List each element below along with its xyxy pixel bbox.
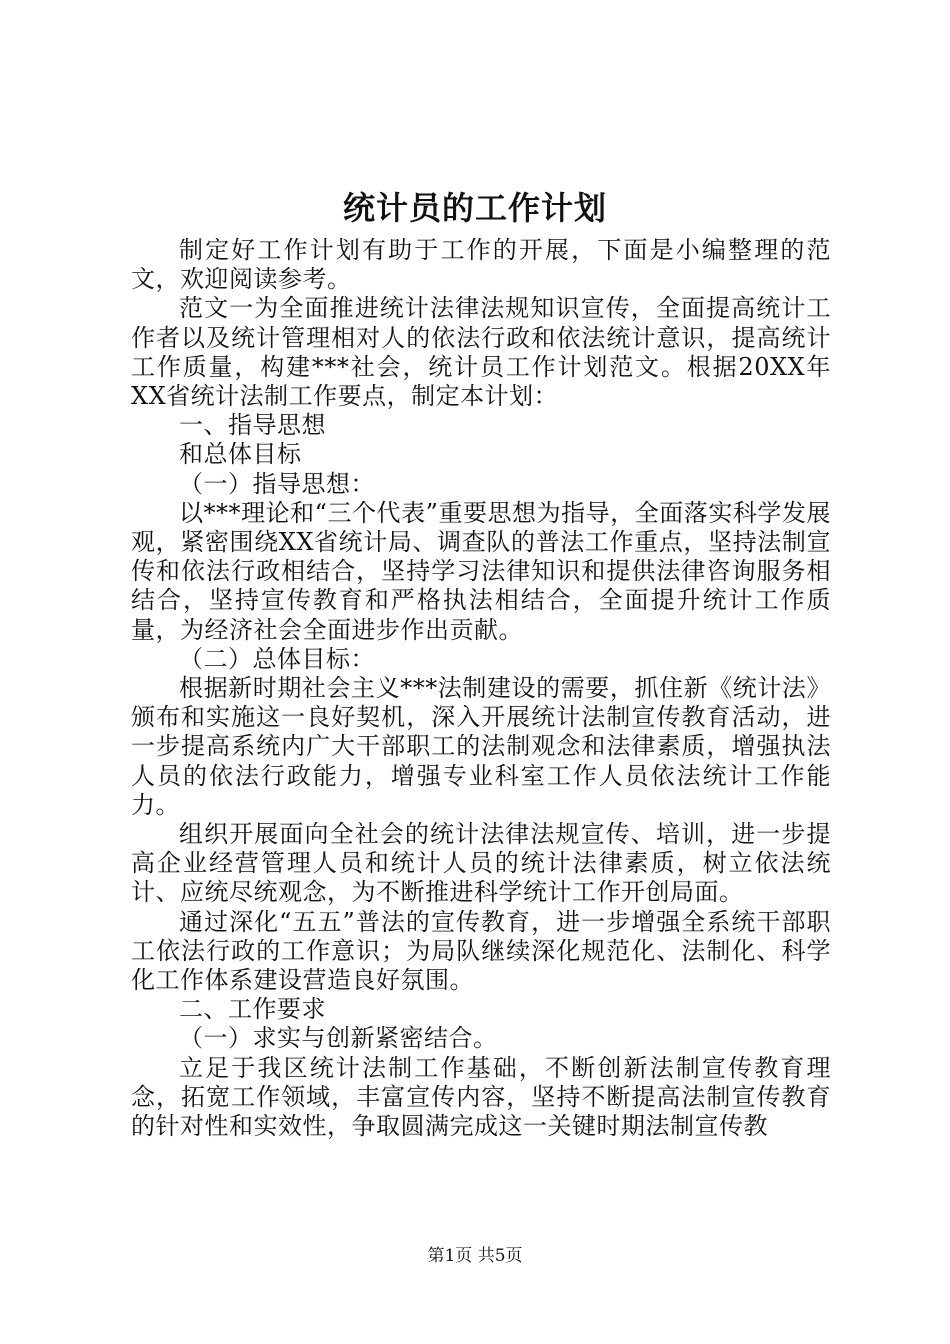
subheading-overall-goal: （二）总体目标： [179, 644, 375, 673]
heading-overall-goal: 和总体目标 [179, 440, 302, 469]
heading-guiding-thought: 一、指导思想 [179, 411, 326, 440]
page-number: 第1页 共5页 [427, 1246, 523, 1266]
subheading-requirement-one: （一）求实与创新紧密结合。 [179, 1024, 498, 1053]
paragraph-sample-one: 范文一为全面推进统计法律法规知识宣传，全面提高统计工作者以及统计管理相对人的依法行政和依法统计意识，提高统计工作质量，构建***社会，统计员工作计划范文。根据20XX年XX省统计法制工作要点，制定本计划： [131, 294, 831, 411]
subheading-guiding-thought: （一）指导思想： [179, 469, 375, 498]
document-title: 统计员的工作计划 [342, 189, 607, 227]
heading-work-requirements: 二、工作要求 [179, 995, 326, 1024]
paragraph-overall-goal-1: 根据新时期社会主义***法制建设的需要，抓住新《统计法》颁布和实施这一良好契机，深入开展统计法制宣传教育活动，进一步提高系统内广大干部职工的法制观念和法律素质，增强执法人员的依法行政能力，增强专业科室工作人员依法统计工作能力。 [131, 674, 831, 819]
paragraph-requirement-one: 立足于我区统计法制工作基础，不断创新法制宣传教育理念，拓宽工作领域，丰富宣传内容，坚持不断提高法制宣传教育的针对性和实效性，争取圆满完成这一关键时期法制宣传教 [131, 1053, 831, 1141]
paragraph-guiding-thought: 以***理论和“三个代表”重要思想为指导，全面落实科学发展观，紧密围绕XX省统计局、调查队的普法工作重点，坚持法制宣传和依法行政相结合，坚持学习法律知识和提供法律咨询服务相结合，坚持宣传教育和严格执法相结合，全面提升统计工作质量，为经济社会全面进步作出贡献。 [131, 498, 831, 644]
paragraph-overall-goal-2: 组织开展面向全社会的统计法律法规宣传、培训，进一步提高企业经营管理人员和统计人员的统计法律素质，树立依法统计、应统尽统观念，为不断推进科学统计工作开创局面。 [131, 820, 831, 907]
paragraph-intro: 制定好工作计划有助于工作的开展，下面是小编整理的范文，欢迎阅读参考。 [131, 236, 831, 294]
paragraph-overall-goal-3: 通过深化“五五”普法的宣传教育，进一步增强全系统干部职工依法行政的工作意识；为局队继续深化规范化、法制化、科学化工作体系建设营造良好氛围。 [131, 907, 831, 995]
document-body [131, 236, 831, 1141]
